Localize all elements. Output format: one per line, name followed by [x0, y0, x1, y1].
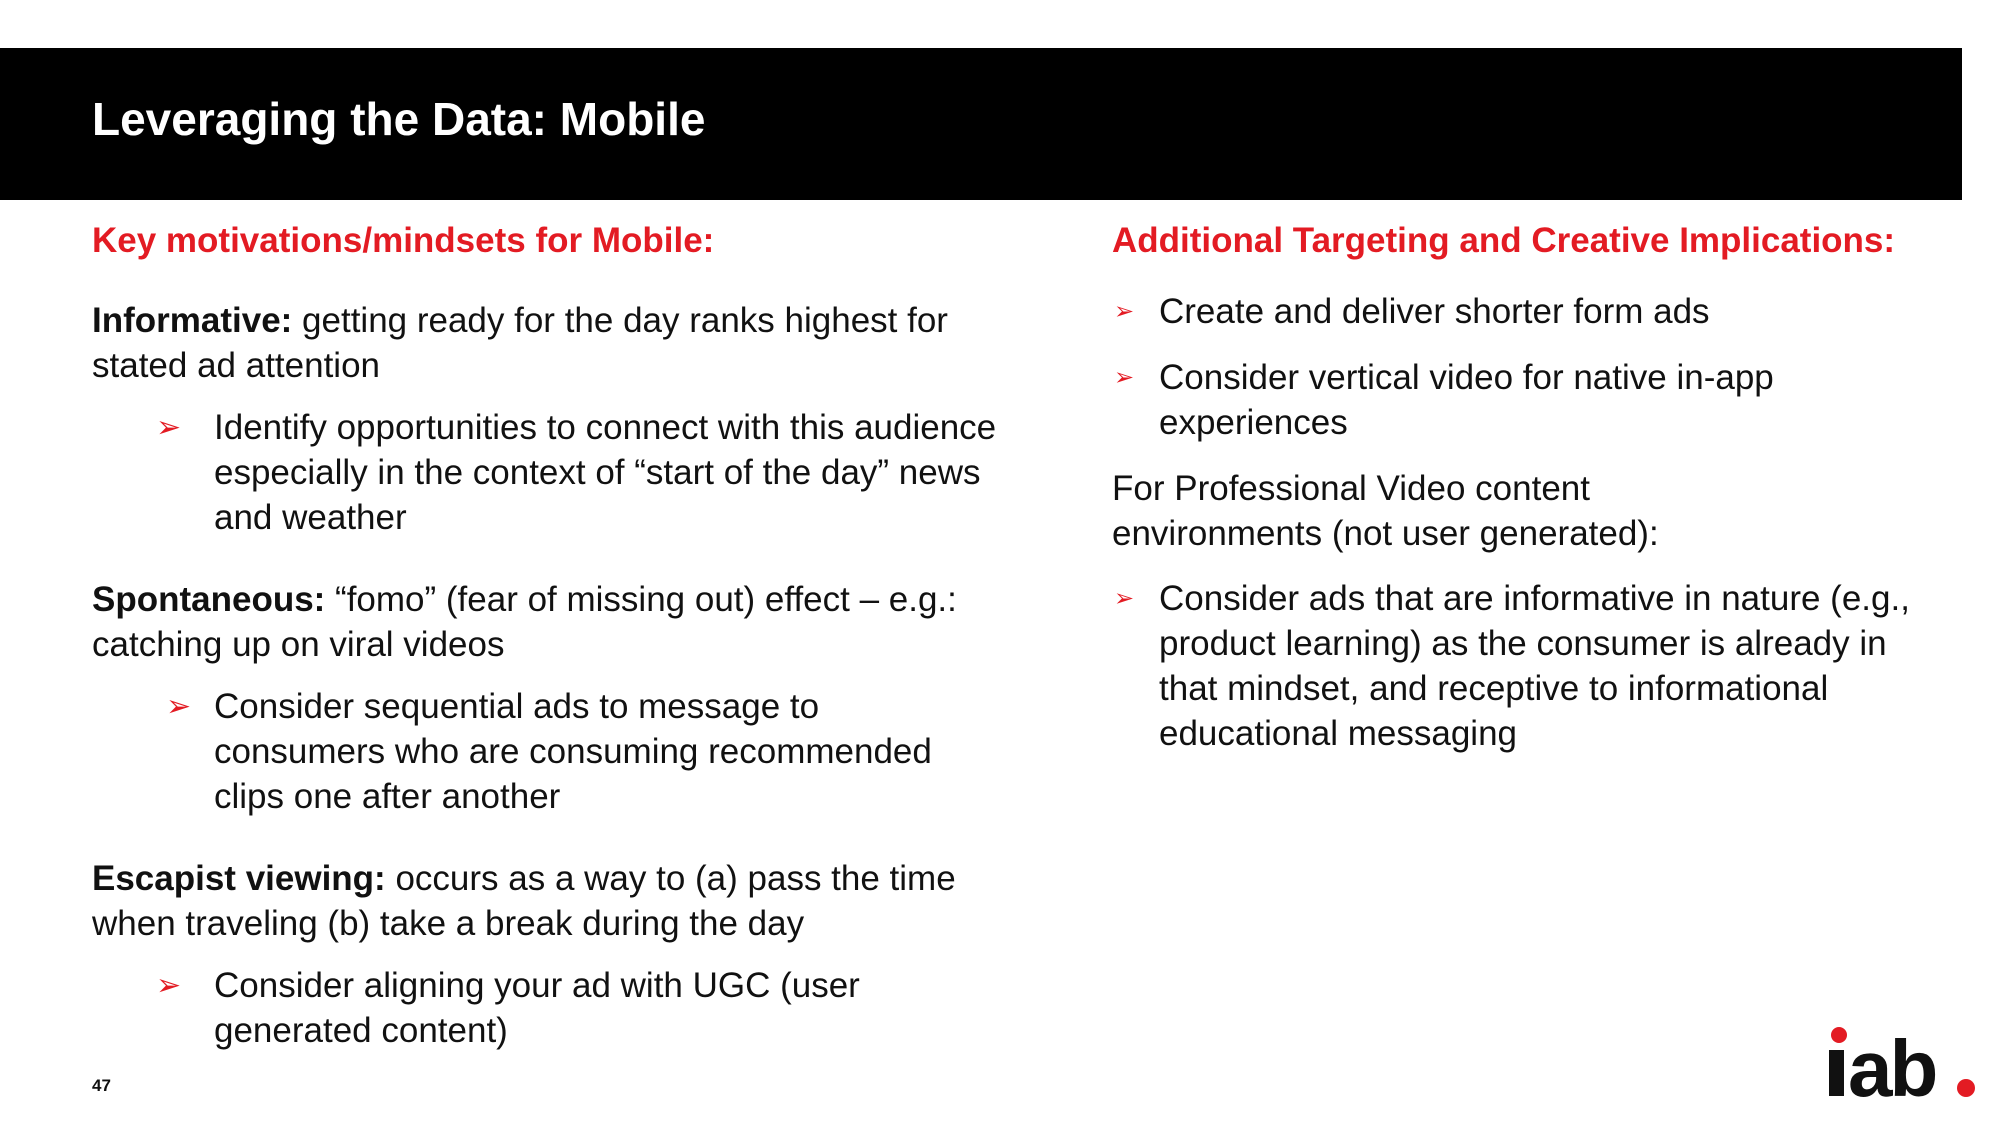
section-text: occurs as a way to (a) pass the time when traveling (b) take a break during the day [92, 858, 956, 943]
bullet-text: Consider aligning your ad with UGC (user generated content) [214, 965, 860, 1050]
bullet-item [92, 405, 1024, 540]
bullet-text: Identify opportunities to connect with this audience especially in the context of “start of the day” news and weather [214, 407, 997, 537]
bullet-item [1112, 289, 1972, 334]
bullet-item [1112, 576, 1919, 756]
left-column [92, 218, 997, 1053]
section-label: Escapist viewing: [92, 858, 386, 898]
section-text: “fomo” (fear of missing out) effect – e.g.: catching up on viral videos [92, 579, 957, 664]
arrow-bullet-icon: ➢ [156, 410, 182, 444]
section-escapist [92, 856, 972, 946]
arrow-bullet-icon: ➢ [1114, 363, 1135, 391]
bullet-item [1112, 355, 1879, 445]
section-informative [92, 298, 972, 388]
left-heading: Key motivations/mindsets for Mobile: [92, 221, 715, 260]
right-column [1112, 218, 1972, 756]
slide-title: Leveraging the Data: Mobile [92, 93, 706, 145]
right-heading: Additional Targeting and Creative Implications: [1112, 221, 1896, 260]
section-text: getting ready for the day ranks highest for stated ad attention [92, 300, 948, 385]
arrow-bullet-icon: ➢ [1114, 584, 1135, 612]
arrow-bullet-icon: ➢ [166, 689, 192, 723]
page-number: 47 [92, 1076, 111, 1095]
section-label: Spontaneous: [92, 579, 326, 619]
logo-dot-icon [1831, 1027, 1847, 1043]
logo-period-icon [1957, 1079, 1975, 1097]
arrow-bullet-icon: ➢ [1114, 297, 1135, 325]
logo-text: ab [1848, 1024, 1936, 1100]
bullet-item [92, 684, 974, 819]
bullet-text: Consider vertical video for native in-app experiences [1159, 357, 1774, 442]
section-spontaneous [92, 577, 972, 667]
iab-logo [1828, 1020, 1978, 1100]
arrow-bullet-icon: ➢ [156, 968, 182, 1002]
bullet-text: Create and deliver shorter form ads [1159, 291, 1710, 331]
bullet-text: Consider ads that are informative in nature (e.g., product learning) as the consumer is already in that mindset, and receptive to informational educational messaging [1159, 578, 1910, 753]
right-paragraph: For Professional Video content environments (not user generated): [1112, 468, 1659, 553]
bullet-text: Consider sequential ads to message to consumers who are consuming recommended clips one after another [214, 686, 932, 816]
bullet-item [92, 963, 974, 1053]
section-label: Informative: [92, 300, 293, 340]
